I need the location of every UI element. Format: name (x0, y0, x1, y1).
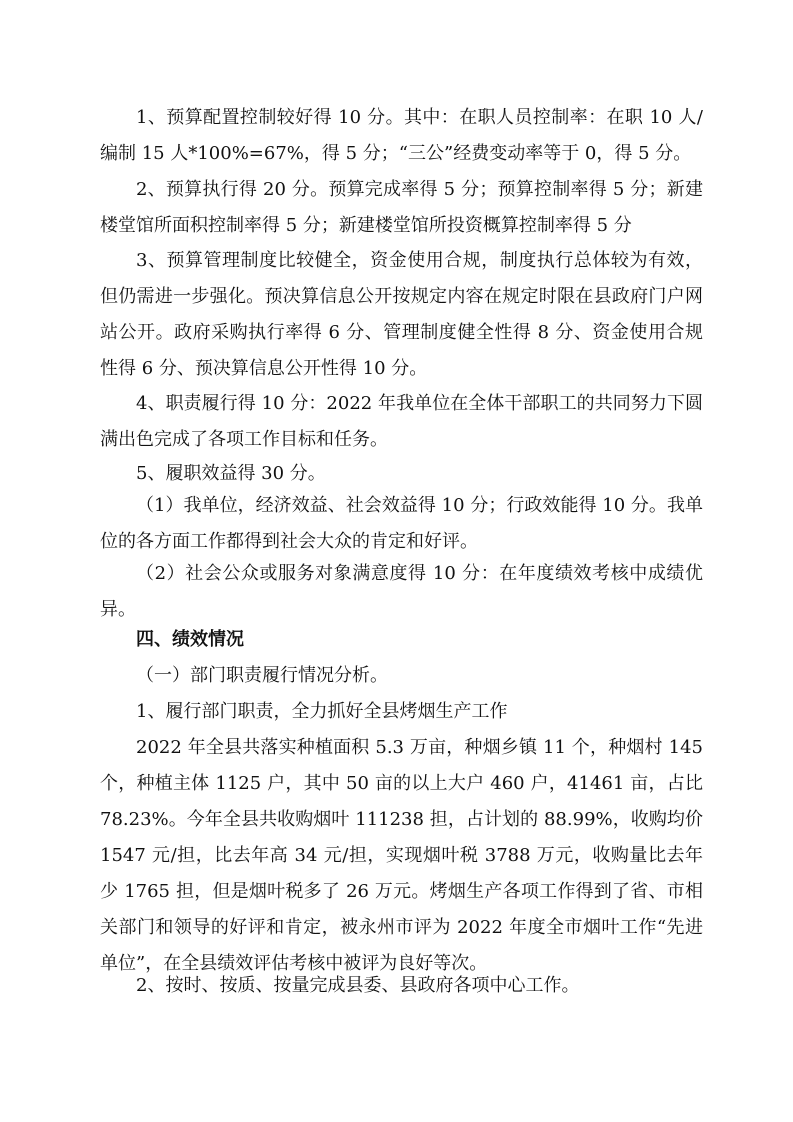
section-heading-performance: 四、绩效情况 (136, 629, 244, 650)
paragraph-economic-benefit: （1）我单位，经济效益、社会效益得 10 分；行政效能得 10 分。我单位的各方面工作都得到社会大众的肯定和好评。 (100, 495, 703, 552)
paragraph-budget-allocation: 1、预算配置控制较好得 10 分。其中：在职人员控制率：在职 10 人/编制 15 人*100%=67%，得 5 分；“三公”经费变动率等于 0，得 5 分。 (100, 107, 703, 164)
paragraph-duty-performance: 4、职责履行得 10 分：2022 年我单位在全体干部职工的共同努力下圆满出色完成了各项工作目标和任务。 (100, 393, 703, 450)
paragraph-subsection-title: （一）部门职责履行情况分析。 (136, 665, 388, 686)
paragraph-duty-benefit: 5、履职效益得 30 分。 (136, 463, 326, 484)
paragraph-satisfaction: （2）社会公众或服务对象满意度得 10 分：在年度绩效考核中成绩优异。 (100, 563, 703, 620)
paragraph-budget-execution: 2、预算执行得 20 分。预算完成率得 5 分；预算控制率得 5 分；新建楼堂馆所面积控制率得 5 分；新建楼堂馆所投资概算控制率得 5 分 (100, 179, 703, 236)
paragraph-central-work: 2、按时、按质、按量完成县委、县政府各项中心工作。 (136, 975, 580, 996)
paragraph-tobacco-heading: 1、履行部门职责，全力抓好全县烤烟生产工作 (136, 701, 508, 722)
paragraph-tobacco-details: 2022 年全县共落实种植面积 5.3 万亩，种烟乡镇 11 个，种烟村 145 个，种植主体 1125 户，其中 50 亩的以上大户 460 户，41461 亩，占比 78.23%。今年全县共收购烟叶 111238 担，占计划的 88.99%，收购均价 1547 元/担，比去年高 34 元/担，实现烟叶税 3788 万元，收购量比去年少 1765 担，但是烟叶税多了 26 万元。烤烟生产各项工作得到了省、市相关部门和领导的好评和肯定，被永州市评为 2022 年度全市烟叶工作“先进单位”，在全县绩效评估考核中被评为良好等次。 (100, 737, 703, 974)
paragraph-budget-management: 3、预算管理制度比较健全，资金使用合规，制度执行总体较为有效，但仍需进一步强化。预决算信息公开按规定内容在规定时限在县政府门户网站公开。政府采购执行率得 6 分、管理制度健全性得 8 分、资金使用合规性得 6 分、预决算信息公开性得 10 分。 (100, 250, 703, 379)
